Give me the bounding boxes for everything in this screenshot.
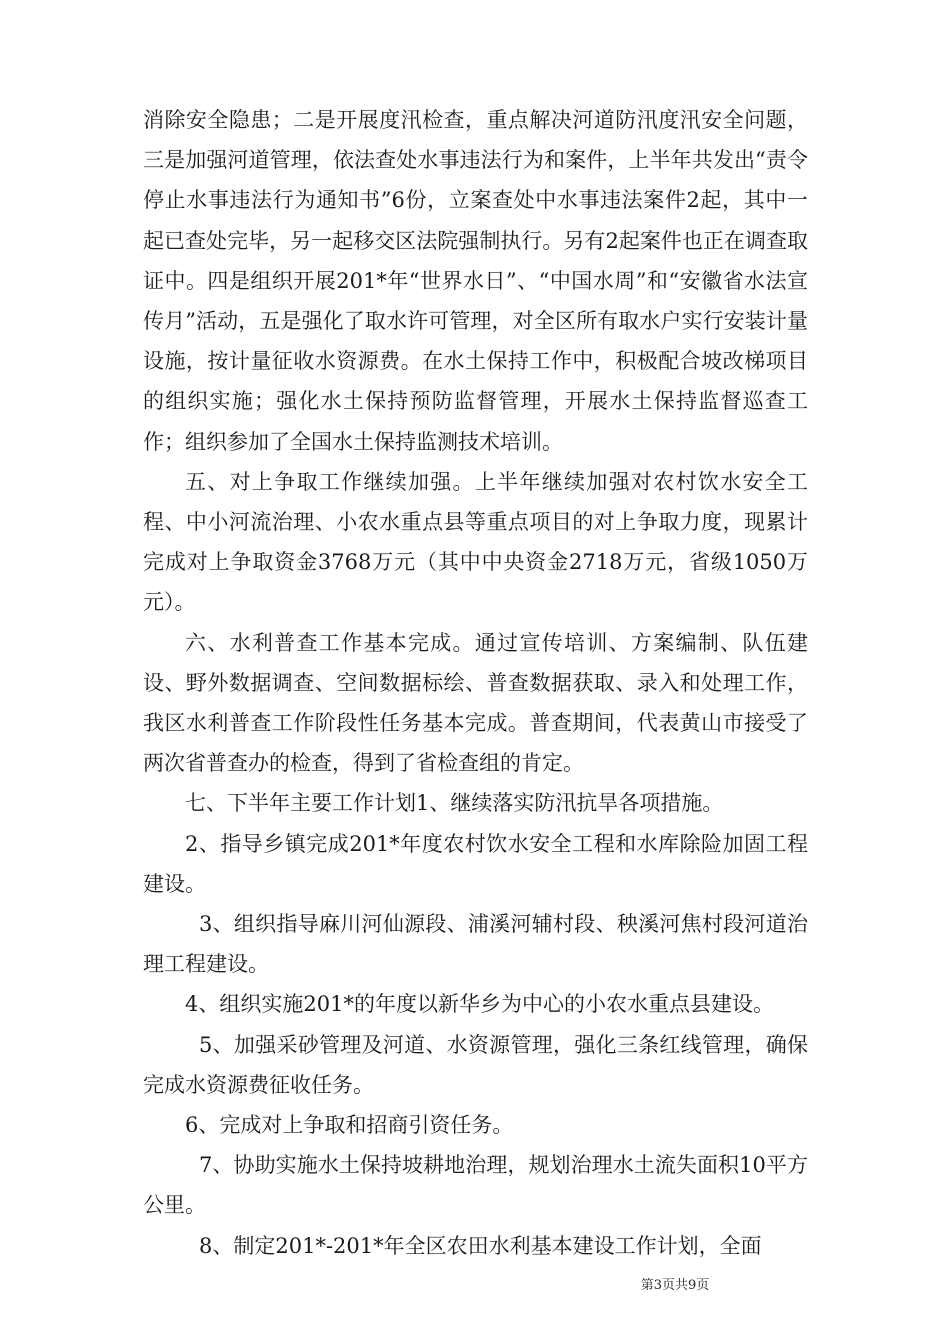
page-number: 第3页共9页 xyxy=(640,1278,710,1293)
plan-item-4: 4、组织实施201*的年度以新华乡为中心的小农水重点县建设。 xyxy=(185,992,774,1017)
paragraph-section-7: 七、下半年主要工作计划1、继续落实防汛抗旱各项措施。 xyxy=(185,791,724,816)
plan-item-7: 7、协助实施水土保持坡耕地治理，规划治理水土流失面积10平方公里。 xyxy=(143,1153,808,1218)
plan-item-2: 2、指导乡镇完成201*年度农村饮水安全工程和水库除险加固工程建设。 xyxy=(143,831,808,896)
plan-item-3: 3、组织指导麻川河仙源段、浦溪河辅村段、秧溪河焦村段河道治理工程建设。 xyxy=(143,912,808,977)
body-text xyxy=(143,100,808,1266)
plan-item-8: 8、制定201*-201*年全区农田水利基本建设工作计划，全面 xyxy=(199,1233,762,1258)
paragraph-continuation: 消除安全隐患；二是开展度汛检查，重点解决河道防汛度汛安全问题，三是加强河道管理，依法查处水事违法行为和案件，上半年共发出“责令停止水事违法行为通知书”6份，立案查处中水事违法案件2起，其中一起已查处完毕，另一起移交区法院强制执行。另有2起案件也正在调查取证中。四是组织开展201*年“世界水日”、“中国水周”和“安徽省水法宣传月”活动，五是强化了取水许可管理，对全区所有取水户实行安装计量设施，按计量征收水资源费。在水土保持工作中，积极配合坡改梯项目的组织实施；强化水土保持预防监督管理，开展水土保持监督巡查工作；组织参加了全国水土保持监测技术培训。 xyxy=(143,108,808,454)
paragraph-section-6: 六、水利普查工作基本完成。通过宣传培训、方案编制、队伍建设、野外数据调查、空间数据标绘、普查数据获取、录入和处理工作，我区水利普查工作阶段性任务基本完成。普查期间，代表黄山市接受了两次省普查办的检查，得到了省检查组的肯定。 xyxy=(143,630,808,776)
plan-item-6: 6、完成对上争取和招商引资任务。 xyxy=(185,1113,514,1138)
plan-item-5: 5、加强采砂管理及河道、水资源管理，强化三条红线管理，确保完成水资源费征收任务。 xyxy=(143,1032,808,1097)
paragraph-section-5: 五、对上争取工作继续加强。上半年继续加强对农村饮水安全工程、中小河流治理、小农水重点县等重点项目的对上争取力度，现累计完成对上争取资金3768万元（其中中央资金2718万元，省级1050万元）。 xyxy=(143,469,808,615)
